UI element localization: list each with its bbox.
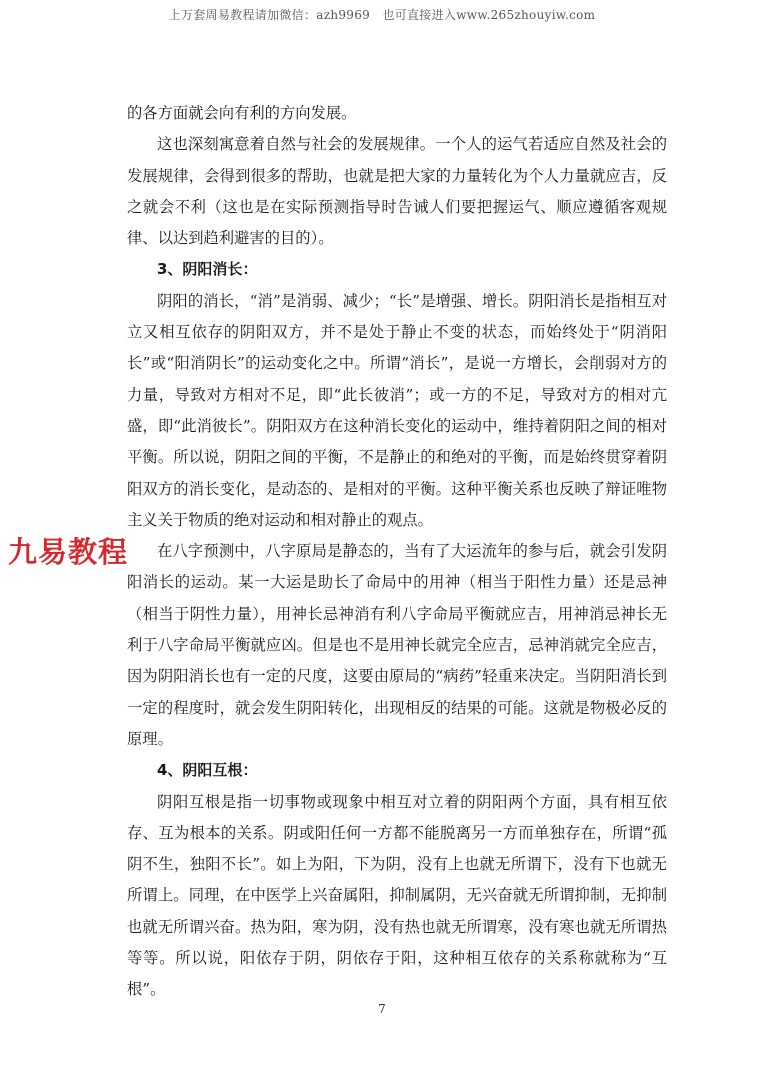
paragraph: 在八字预测中，八字原局是静态的，当有了大运流年的参与后，就会引发阴阳消长的运动。某一大运是助长了命局中的用神（相当于阳性力量）还是忌神（相当于阴性力量），用神长忌神消有利八字命局平衡就应吉，用神消忌神长无利于八字命局平衡就应凶。但是也不是用神长就完全应吉，忌神消就完全应吉，因为阴阳消长也有一定的尺度，这要由原局的“病药”轻重来决定。当阴阳消长到一定的程度时，就会发生阴阳转化，出现相反的结果的可能。这就是物极必反的原理。 [127,542,667,748]
page-header: 上万套周易教程请加微信：azh9969 也可直接进入www.265zhouyiw.com [168,8,596,22]
section-heading: 4、阴阳互根： [157,761,258,780]
paragraph: 这也深刻寓意着自然与社会的发展规律。一个人的运气若适应自然及社会的发展规律，会得到很多的帮助，也就是把大家的力量转化为个人力量就应吉，反之就会不利（这也是在实际预测指导时告诫人们要把握运气、顺应遵循客观规律、以达到趋利避害的目的）。 [127,135,667,248]
paragraph: 阴阳的消长，“消”是消弱、减少；“长”是增强、增长。阴阳消长是指相互对立又相互依存的阴阳双方，并不是处于静止不变的状态，而始终处于“阴消阳长”或“阳消阴长”的运动变化之中。所谓“消长”，是说一方增长，会削弱对方的力量，导致对方相对不足，即“此长彼消”；或一方的不足，导致对方的相对亢盛，即“此消彼长”。阴阳双方在这种消长变化的运动中，维持着阴阳之间的相对平衡。所以说，阴阳之间的平衡，不是静止的和绝对的平衡，而是始终贯穿着阴阳双方的消长变化，是动态的、是相对的平衡。这种平衡关系也反映了辩证唯物主义关于物质的绝对运动和相对静止的观点。 [127,291,667,529]
section-heading: 3、阴阳消长： [157,260,258,279]
page-number: 7 [378,1002,386,1016]
document-body [127,98,667,1006]
paragraph: 阴阳互根是指一切事物或现象中相互对立着的阴阳两个方面，具有相互依存、互为根本的关系。阴或阳任何一方都不能脱离另一方而单独存在，所谓“孤阴不生，独阳不长”。如上为阳，下为阴，没有上也就无所谓下，没有下也就无所谓上。同理，在中医学上兴奋属阳，抑制属阴，无兴奋就无所谓抑制，无抑制也就无所谓兴奋。热为阳，寒为阴，没有热也就无所谓寒，没有寒也就无所谓热等等。所以说，阳依存于阴，阴依存于阳，这种相互依存的关系称就称为“互根”。 [127,792,667,999]
watermark-logo: 九易教程 [8,535,129,569]
paragraph: 的各方面就会向有利的方向发展。 [127,104,357,122]
